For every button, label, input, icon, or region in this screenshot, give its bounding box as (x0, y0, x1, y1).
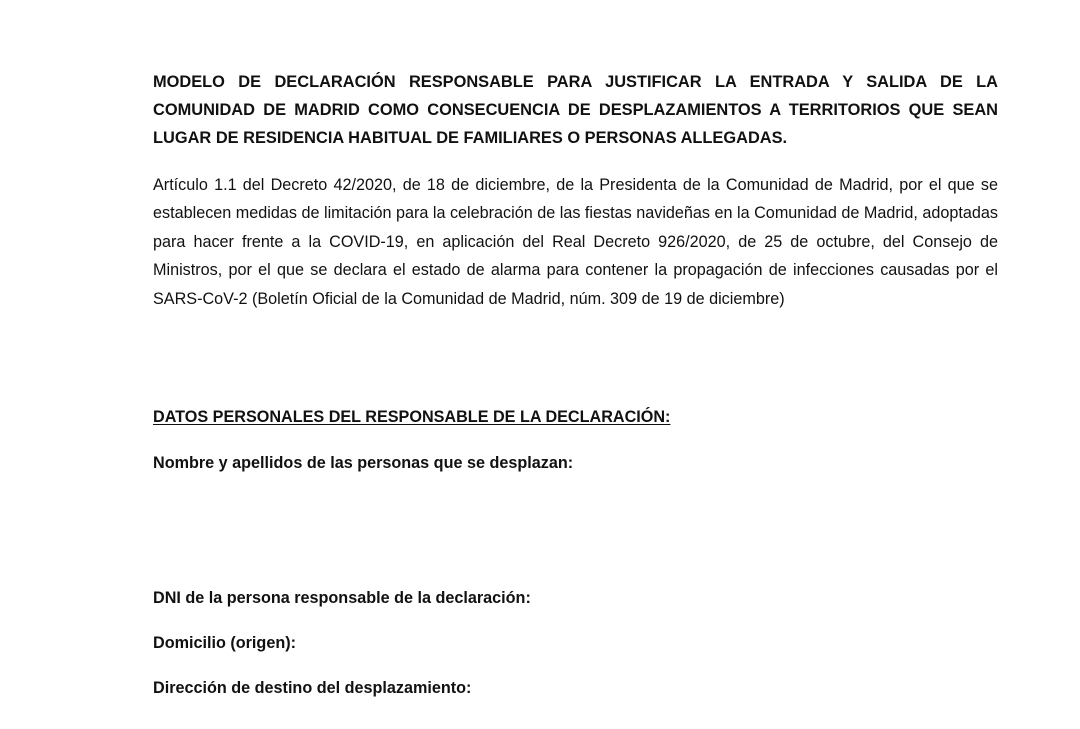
document-title: MODELO DE DECLARACIÓN RESPONSABLE PARA JUSTIFICAR LA ENTRADA Y SALIDA DE LA COMUNIDAD DE MADRID COMO CONSECUENCIA DE DESPLAZAMIENTOS A TERRITORIOS QUE SEAN LUGAR DE RESIDENCIA HABITUAL DE FAMILIARES O PERSONAS ALLEGADAS. (153, 73, 998, 147)
legal-basis-paragraph: Artículo 1.1 del Decreto 42/2020, de 18 de diciembre, de la Presidenta de la Comunidad de Madrid, por el que se establecen medidas de limitación para la celebración de las fiestas navideñas en la Comunidad de Madrid, adoptadas para hacer frente a la COVID-19, en aplicación del Real Decreto 926/2020, de 25 de octubre, del Consejo de Ministros, por el que se declara el estado de alarma para contener la propagación de infecciones causadas por el SARS-CoV-2 (Boletín Oficial de la Comunidad de Madrid, núm. 309 de 19 de diciembre) (153, 176, 998, 308)
section-heading-personal-data: DATOS PERSONALES DEL RESPONSABLE DE LA DECLARACIÓN: (153, 408, 671, 426)
field-label-destination-address: Dirección de destino del desplazamiento: (153, 679, 472, 697)
field-label-names: Nombre y apellidos de las personas que se desplazan: (153, 454, 574, 472)
field-label-dni: DNI de la persona responsable de la declaración: (153, 589, 531, 607)
field-label-origin-address: Domicilio (origen): (153, 634, 296, 652)
